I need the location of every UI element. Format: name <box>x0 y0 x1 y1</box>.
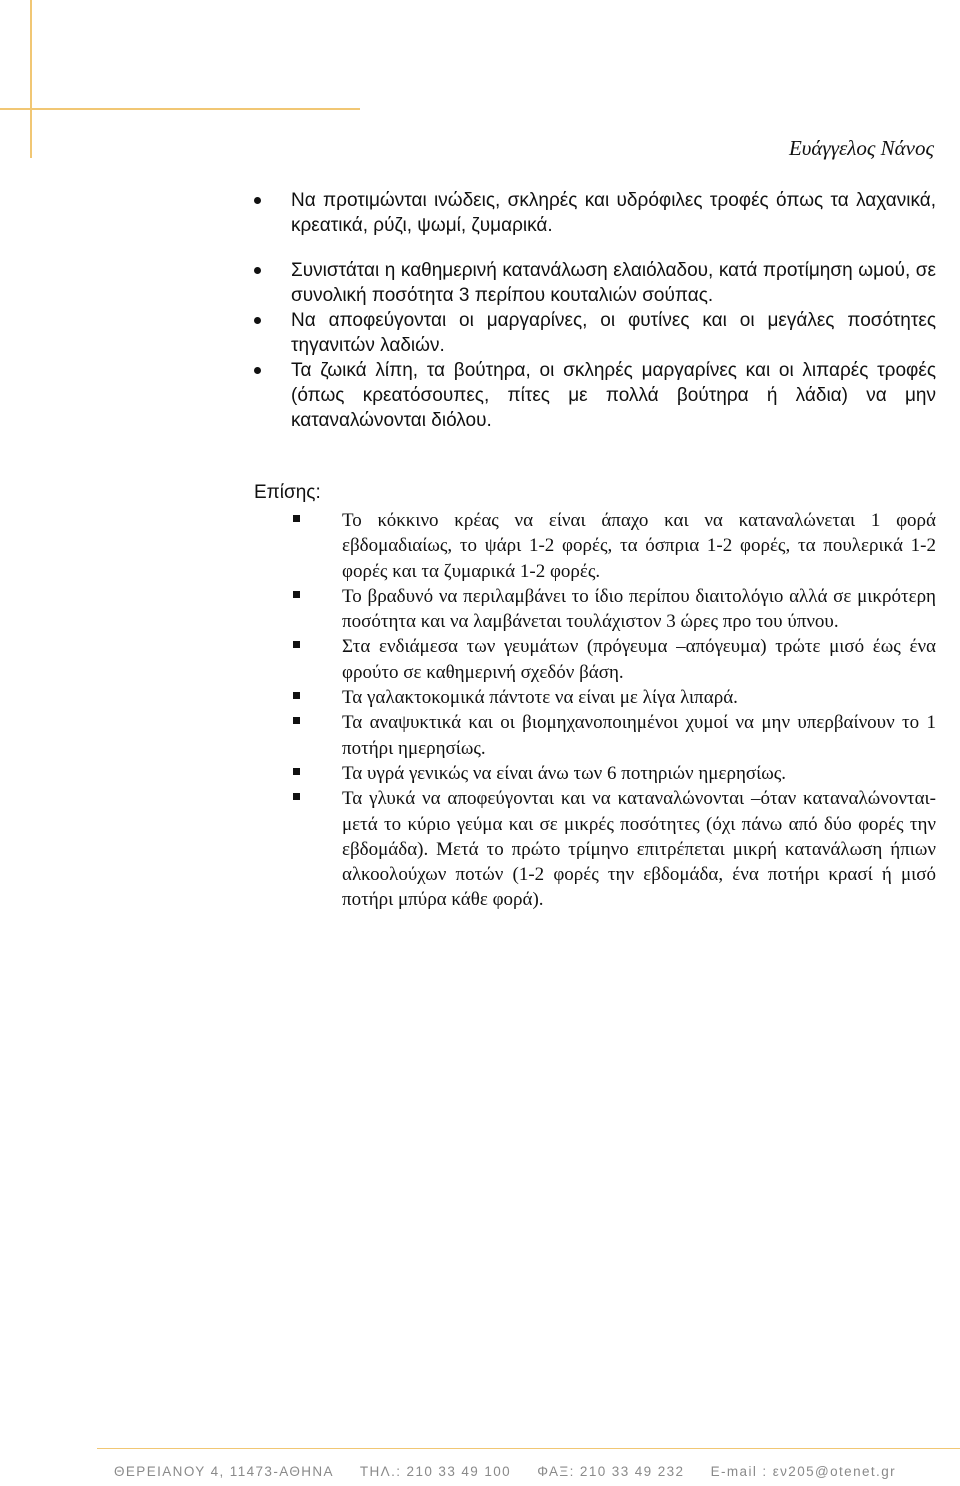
footer-address: ΘΕΡΕΙΑΝΟΥ 4, 11473-ΑΘΗΝΑ <box>114 1464 334 1479</box>
bullet-item <box>254 188 936 238</box>
square-bullet-item <box>292 584 936 635</box>
corner-mark-horizontal <box>0 108 360 110</box>
square-bullet-item <box>292 685 936 710</box>
bullet-dot-icon <box>254 267 261 274</box>
bullet-text: Να αποφεύγονται οι μαργαρίνες, οι φυτίνες και οι μεγάλες ποσότητες τηγανιτών λαδιών. <box>291 310 936 356</box>
square-bullet-icon <box>293 692 300 699</box>
bullet-dot-icon <box>254 197 261 204</box>
bullet-text: Να προτιμώνται ινώδεις, σκληρές και υδρόφιλες τροφές όπως τα λαχανικά, κρεατικά, ρύζι, ψωμί, ζυμαρικά. <box>291 190 936 236</box>
square-bullet-item <box>292 634 936 685</box>
square-bullet-text: Το βραδυνό να περιλαμβάνει το ίδιο περίπου διαιτολόγιο αλλά σε μικρότερη ποσότητα και να λαμβάνεται τουλάχιστον 3 ώρες προ του ύπνου. <box>342 585 936 633</box>
footer-fax: ΦΑΞ: 210 33 49 232 <box>537 1464 685 1479</box>
square-bullet-icon <box>293 515 300 522</box>
square-bullet-text: Τα γλυκά να αποφεύγονται και να καταναλώνονται –όταν καταναλώνονται- μετά το κύριο γεύμα και σε μικρές ποσότητες (όχι πάνω από δύο φορές την εβδομάδα). Μετά το πρώτο τρίμηνο επιτρέπεται μικρή κατανάλωση ήπιων αλκοολούχων ποτών (1-2 φορές την εβδομάδα, ένα ποτήρι κρασί ή μισό ποτήρι μπύρα κάθε φορά). <box>342 788 936 911</box>
square-bullet-text: Το κόκκινο κρέας να είναι άπαχο και να καταναλώνεται 1 φορά εβδομαδιαίως, το ψάρι 1-2 φορές, τα όσπρια 1-2 φορές, τα πουλερικά 1-2 φορές και τα ζυμαρικά 1-2 φορές. <box>342 510 936 582</box>
square-bullet-list <box>292 508 936 913</box>
square-bullet-item <box>292 786 936 912</box>
square-bullet-icon <box>293 591 300 598</box>
footer-email[interactable]: E-mail : εν205@otenet.gr <box>710 1464 896 1479</box>
square-bullet-item <box>292 508 936 584</box>
square-bullet-text: Τα γαλακτοκομικά πάντοτε να είναι με λίγα λιπαρά. <box>342 687 738 709</box>
author-name: Ευάγγελος Νάνος <box>788 136 934 160</box>
section-label: Επίσης: <box>254 482 321 503</box>
footer <box>114 1464 960 1479</box>
bullet-item <box>254 258 936 308</box>
square-bullet-icon <box>293 717 300 724</box>
bullet-text: Συνιστάται η καθημερινή κατανάλωση ελαιόλαδου, κατά προτίμηση ωμού, σε συνολική ποσότητα 3 περίπου κουταλιών σούπας. <box>291 260 936 306</box>
corner-mark-vertical <box>30 0 32 158</box>
footer-divider <box>97 1448 960 1449</box>
square-bullet-icon <box>293 793 300 800</box>
bullet-text: Τα ζωικά λίπη, τα βούτηρα, οι σκληρές μαργαρίνες και οι λιπαρές τροφές (όπως κρεατόσουπες, πίτες με πολλά βούτηρα ή λάδια) να μην καταναλώνονται διόλου. <box>291 360 936 431</box>
square-bullet-icon <box>293 768 300 775</box>
square-bullet-text: Τα υγρά γενικώς να είναι άνω των 6 ποτηριών ημερησίως. <box>342 762 787 784</box>
footer-phone: ΤΗΛ.: 210 33 49 100 <box>359 1464 512 1479</box>
bullet-item <box>254 358 936 433</box>
square-bullet-item <box>292 710 936 761</box>
bullet-list <box>254 188 936 433</box>
bullet-dot-icon <box>254 367 261 374</box>
square-bullet-text: Στα ενδιάμεσα των γευμάτων (πρόγευμα –απόγευμα) τρώτε μισό έως ένα φρούτο σε καθημερινή σχεδόν βάση. <box>342 636 936 683</box>
square-bullet-text: Τα αναψυκτικά και οι βιομηχανοποιημένοι χυμοί να μην υπερβαίνουν το 1 ποτήρι ημερησίως. <box>342 712 936 759</box>
square-bullet-item <box>292 761 936 786</box>
bullet-item <box>254 308 936 358</box>
bullet-dot-icon <box>254 317 261 324</box>
square-bullet-icon <box>293 641 300 648</box>
